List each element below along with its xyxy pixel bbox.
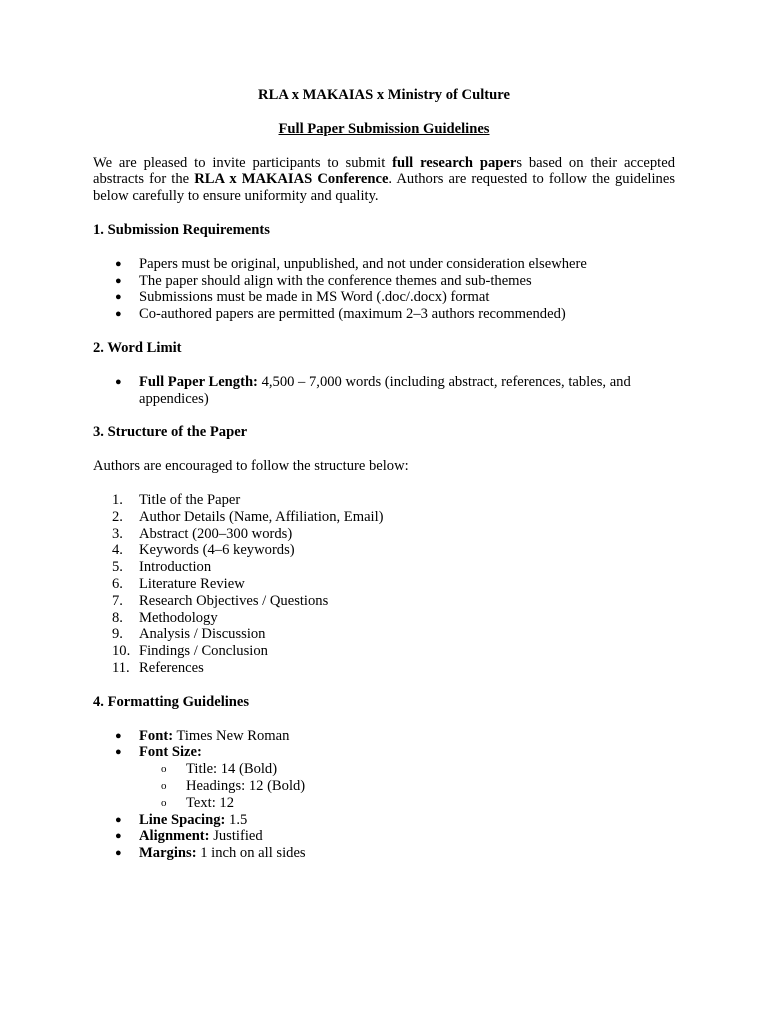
bullet-icon: ● <box>115 746 122 759</box>
list-number: 10. <box>112 643 131 660</box>
document-body <box>93 87 675 862</box>
list-item <box>93 289 675 306</box>
list-item-text: Co-authored papers are permitted (maximum 2–3 authors recommended) <box>139 306 566 323</box>
list-item <box>93 593 675 610</box>
intro-text-1: We are pleased to invite participants to submit <box>93 154 393 171</box>
sub-list-item-text: Title: 14 (Bold) <box>186 761 278 778</box>
list-item <box>93 509 675 526</box>
intro-text-3: . Authors are requested to follow the guidelines below carefully to ensure uniformity and quality. <box>93 171 675 205</box>
bullet-icon: ● <box>115 830 122 843</box>
list-item <box>93 526 675 543</box>
submission-requirements-list <box>93 256 675 323</box>
list-item-text: Submissions must be made in MS Word (.doc/.docx) format <box>139 289 490 306</box>
bullet-icon: ● <box>115 274 122 287</box>
list-item-text: Keywords (4–6 keywords) <box>139 542 295 559</box>
margins-label: Margins: <box>139 845 197 862</box>
sub-list-item <box>139 761 675 778</box>
sub-list-item-text: Headings: 12 (Bold) <box>186 777 306 794</box>
line-spacing-value: 1.5 <box>225 811 248 828</box>
list-item-text: Introduction <box>139 559 212 576</box>
font-size-sublist <box>139 761 675 811</box>
font-value: Times New Roman <box>173 727 290 744</box>
list-item <box>93 256 675 273</box>
list-item <box>93 374 675 408</box>
bullet-icon: ● <box>115 813 122 826</box>
font-label: Font: <box>139 727 174 744</box>
font-size-label: Font Size: <box>139 744 202 761</box>
document-title: RLA x MAKAIAS x Ministry of Culture <box>258 87 510 103</box>
list-item <box>93 812 675 829</box>
formatting-list <box>93 728 675 862</box>
intro-bold-1: full research paper <box>392 154 517 171</box>
list-item <box>93 576 675 593</box>
list-number: 7. <box>112 592 123 609</box>
bullet-icon: ● <box>115 729 122 742</box>
section-heading-formatting: 4. Formatting Guidelines <box>93 693 250 710</box>
intro-bold-2: RLA x MAKAIAS Conference <box>194 171 389 188</box>
list-item-text: Abstract (200–300 words) <box>139 525 293 542</box>
structure-list <box>93 492 675 677</box>
list-number: 11. <box>112 659 130 676</box>
list-item-text: Title of the Paper <box>139 491 241 508</box>
list-item <box>93 643 675 660</box>
alignment-value: Justified <box>209 828 263 845</box>
list-item <box>93 845 675 862</box>
list-number: 5. <box>112 559 123 576</box>
bullet-icon: ● <box>115 291 122 304</box>
section-heading-structure: 3. Structure of the Paper <box>93 424 248 441</box>
list-item-text: Methodology <box>139 609 218 626</box>
list-item <box>93 660 675 677</box>
list-number: 8. <box>112 609 123 626</box>
list-number: 1. <box>112 491 123 508</box>
margins-value: 1 inch on all sides <box>196 845 306 862</box>
line-spacing-label: Line Spacing: <box>139 811 226 828</box>
alignment-label: Alignment: <box>139 828 210 845</box>
list-item <box>93 559 675 576</box>
list-item-text: Findings / Conclusion <box>139 643 268 660</box>
list-number: 6. <box>112 575 123 592</box>
list-item <box>93 828 675 845</box>
intro-text-2: s based on their accepted abstracts for the <box>93 154 675 188</box>
list-item <box>93 306 675 323</box>
list-number: 3. <box>112 525 123 542</box>
list-item-text: References <box>139 659 204 676</box>
list-item <box>93 492 675 509</box>
list-item <box>93 610 675 627</box>
bullet-icon: ● <box>115 257 122 270</box>
list-number: 9. <box>112 626 123 643</box>
section-heading-word-limit: 2. Word Limit <box>93 339 182 356</box>
sub-list-item <box>139 778 675 795</box>
list-item <box>93 626 675 643</box>
word-limit-list <box>93 374 675 408</box>
list-item <box>93 273 675 290</box>
word-limit-text: 4,500 – 7,000 words (including abstract, references, tables, and appendices) <box>139 373 631 407</box>
bullet-icon: ● <box>115 375 122 388</box>
list-number: 4. <box>112 542 123 559</box>
intro-paragraph <box>93 155 675 205</box>
sub-list-item <box>139 795 675 812</box>
list-item-text: Author Details (Name, Affiliation, Email) <box>139 508 384 525</box>
circle-bullet-icon: o <box>161 763 167 776</box>
bullet-icon: ● <box>115 308 122 321</box>
word-limit-label: Full Paper Length: <box>139 373 258 390</box>
list-item-text: Analysis / Discussion <box>139 626 266 643</box>
circle-bullet-icon: o <box>161 796 167 809</box>
bullet-icon: ● <box>115 847 122 860</box>
list-item-text: Literature Review <box>139 575 245 592</box>
list-item <box>93 542 675 559</box>
document-subtitle: Full Paper Submission Guidelines <box>278 120 490 137</box>
list-item-text: Papers must be original, unpublished, and not under consideration elsewhere <box>139 255 587 272</box>
circle-bullet-icon: o <box>161 779 167 792</box>
sub-list-item-text: Text: 12 <box>186 794 235 811</box>
list-item-text: The paper should align with the conference themes and sub-themes <box>139 272 532 289</box>
list-item <box>93 744 675 811</box>
structure-lead: Authors are encouraged to follow the structure below: <box>93 458 409 475</box>
list-number: 2. <box>112 508 123 525</box>
section-heading-submission-requirements: 1. Submission Requirements <box>93 221 270 238</box>
list-item-text: Research Objectives / Questions <box>139 592 329 609</box>
list-item <box>93 728 675 745</box>
